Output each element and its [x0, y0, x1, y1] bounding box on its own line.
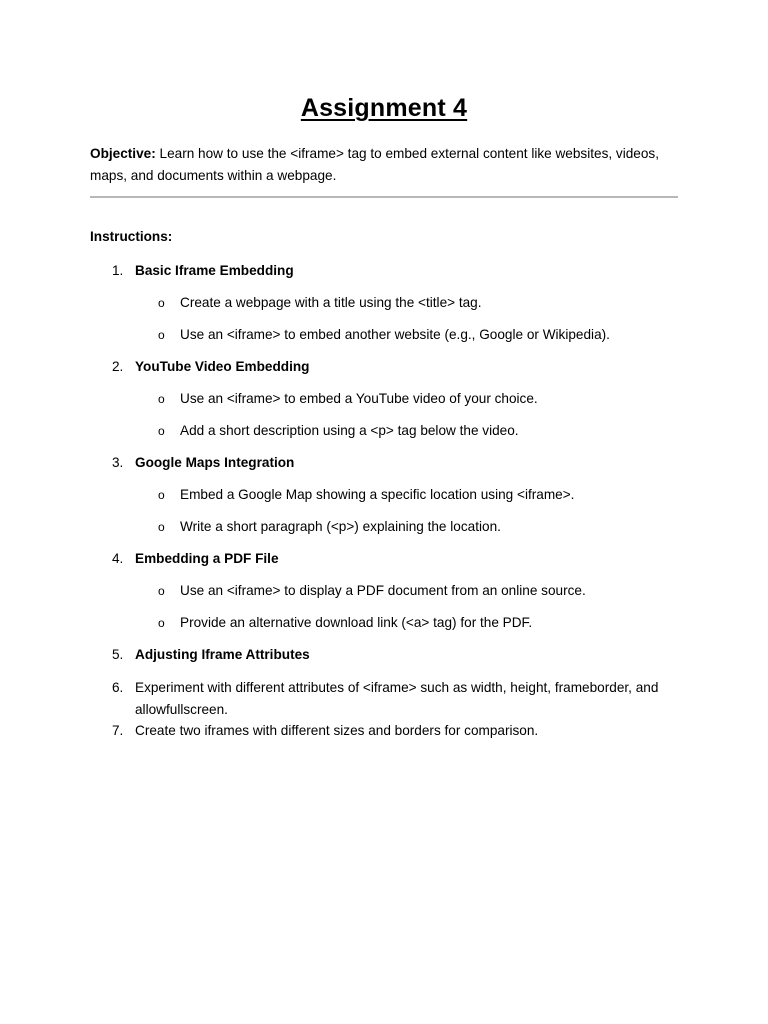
sub-item-text: Use an <iframe> to embed another website (e.g., Google or Wikipedia).	[180, 327, 610, 342]
sub-item-text: Use an <iframe> to display a PDF document from an online source.	[180, 583, 586, 598]
horizontal-divider	[90, 196, 678, 198]
objective-paragraph	[90, 143, 682, 186]
sub-item-text: Create a webpage with a title using the <title> tag.	[180, 295, 482, 310]
list-number: 4.	[112, 551, 124, 566]
list-item-text: Experiment with different attributes of <iframe> such as width, height, frameborder, and allowfullscreen.	[135, 680, 659, 717]
instructions-heading: Instructions:	[90, 229, 173, 244]
sub-item-text: Add a short description using a <p> tag below the video.	[180, 423, 519, 438]
list-number: 5.	[112, 647, 124, 662]
bullet-marker: o	[158, 616, 165, 630]
page-title: Assignment 4	[300, 94, 468, 122]
sub-item-text: Write a short paragraph (<p>) explaining the location.	[180, 519, 501, 534]
bullet-marker: o	[158, 584, 165, 598]
bullet-marker: o	[158, 424, 165, 438]
objective-text: Learn how to use the <iframe> tag to embed external content like websites, videos, maps, and documents within a webpage.	[90, 146, 659, 183]
bullet-marker: o	[158, 328, 165, 342]
list-item-heading: Google Maps Integration	[135, 455, 295, 470]
objective-label: Objective:	[90, 146, 156, 161]
list-item-heading: YouTube Video Embedding	[135, 359, 310, 374]
sub-item-text: Use an <iframe> to embed a YouTube video of your choice.	[180, 391, 538, 406]
bullet-marker: o	[158, 520, 165, 534]
list-number: 3.	[112, 455, 124, 470]
bullet-marker: o	[158, 488, 165, 502]
list-number: 6.	[112, 680, 124, 695]
list-item-heading: Basic Iframe Embedding	[135, 263, 294, 278]
list-number: 2.	[112, 359, 124, 374]
list-number: 7.	[112, 723, 124, 738]
sub-item-text: Embed a Google Map showing a specific location using <iframe>.	[180, 487, 575, 502]
list-item-text: Create two iframes with different sizes and borders for comparison.	[135, 723, 539, 738]
list-item-heading: Adjusting Iframe Attributes	[135, 647, 310, 662]
bullet-marker: o	[158, 296, 165, 310]
bullet-marker: o	[158, 392, 165, 406]
list-number: 1.	[112, 263, 124, 278]
list-item-heading: Embedding a PDF File	[135, 551, 279, 566]
sub-item-text: Provide an alternative download link (<a> tag) for the PDF.	[180, 615, 533, 630]
